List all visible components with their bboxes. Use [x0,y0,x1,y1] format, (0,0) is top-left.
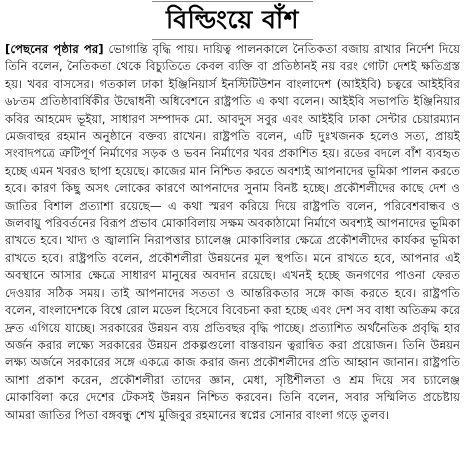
headline: বিল্ডিংয়ে বাঁশ [152,1,313,40]
headline-container [0,0,465,40]
article-text: ভোগান্তি বৃদ্ধি পায়। দায়িত্ব পালনকালে নৈতিকতা বজায় রাখার নির্দেশ দিয়ে তিনি বলেন, নৈতিকতা থেকে বিচ্যুতিতে কেবল ব্যক্তি বা প্রতিষ্ঠানই নয় বরং গোটা দেশই ক্ষতিগ্রস্ত হয়। খবর বাসসের। গতকাল ঢাকা ইঞ্জিনিয়ার্স ইনস্টিটিউশন বাংলাদেশ (আইইবি) চত্বরে আইইবির ৬৮তম প্রতিষ্ঠাবার্ষিকীর উদ্বোধনী অধিবেশনে রাষ্ট্রপতি এ কথা বলেন। আইইবি সভাপতি ইঞ্জিনিয়ার কবির আহমেদ ভূইয়া, সাধারণ সম্পাদক মো. আবদুস সবুর এবং আইইবি ঢাকা সেন্টার চেয়ারম্যান মেজবাহুর রহমান অনুষ্ঠানে বক্তব্য রাখেন। রাষ্ট্রপতি বলেন, এটি দুঃখজনক হলেও সত্য, প্রায়ই সংবাদপত্রে ত্রুটিপূর্ণ নির্মাণের সড়ক ও ভবন নির্মাণের খবর প্রকাশিত হয়। রডের বদলে বাঁশ ব্যবহৃত হচ্ছে এমন খবরও ছাপা হয়েছে। কাজের মান নিশ্চিত করতে অবশ্যই আপনাদের ভূমিকা পালন করতে হবে। কারণ কিছু অসৎ লোকের কারণে আপনাদের সুনাম বিনষ্ট হচ্ছে। প্রকৌশলীদের কাছে দেশ ও জাতির বিশাল প্রত্যাশা রয়েছে— এ কথা স্মরণ করিয়ে দিয়ে রাষ্ট্রপতি বলেন, পরিবেশবান্ধব ও জলবায়ু পরিবর্তনের বিরূপ প্রভাব মোকাবিলায় সক্ষম অবকাঠামো নির্মাণে অবশ্যই আপনাদের ভূমিকা রাখতে হবে। খাদ্য ও জ্বালানি নিরাপত্তার চ্যালেঞ্জ মোকাবিলার ক্ষেত্রে প্রকৌশলীদের কার্যকর ভূমিকা রাখতে হবে। রাষ্ট্রপতি বলেন, প্রকৌশলীরা উন্নয়নের মূল স্থপতি। মনে রাখতে হবে, আপনার এই অবস্থানে আসার ক্ষেত্রে সাধারণ মানুষের অবদান রয়েছে। এখনই হচ্ছে জনগণের পাওনা ফেরত দেওয়ার সঠিক সময়। তাই আপনাদের সততা ও আন্তরিকতার সঙ্গে কাজ করতে হবে। রাষ্ট্রপতি বলেন, বাংলাদেশকে বিশ্বে রোল মডেল হিসেবে বিবেচনা করা হচ্ছে এবং দেশ সব বাধা অতিক্রম করে দ্রুত এগিয়ে যাচ্ছে। সরকারের উন্নয়ন ব্যয় প্রতিবছর বৃদ্ধি পাচ্ছে। প্রত্যাশিত অর্থনৈতিক প্রবৃদ্ধি হার অর্জন করার লক্ষ্যে সরকারের উন্নয়ন প্রকল্পগুলো বাস্তবায়ন ত্বরান্বিত করা প্রয়োজন। তিনি উন্নয়ন লক্ষ্য অর্জনে সরকারের সঙ্গে একত্রে কাজ করার জন্য প্রকৌশলীদের প্রতি আহ্বান জানান। রাষ্ট্রপতি আশা প্রকাশ করেন, প্রকৌশলীরা তাদের জ্ঞান, মেধা, সৃষ্টিশীলতা ও শ্রম দিয়ে সব চ্যালেঞ্জ মোকাবিলা করে দেশের টেকসই উন্নয়ন নিশ্চিত করবেন। তিনি বলেন, সবার সম্মিলিত প্রচেষ্টায় আমরা জাতির পিতা বঙ্গবন্ধু শেখ মুজিবুর রহমানের স্বপ্নের সোনার বাংলা গড়ে তুলব। [5,42,460,422]
article-paragraph [5,41,460,424]
article-body [5,41,460,424]
continued-from-kicker: [পেছনের পৃষ্ঠার পর] [5,42,104,56]
